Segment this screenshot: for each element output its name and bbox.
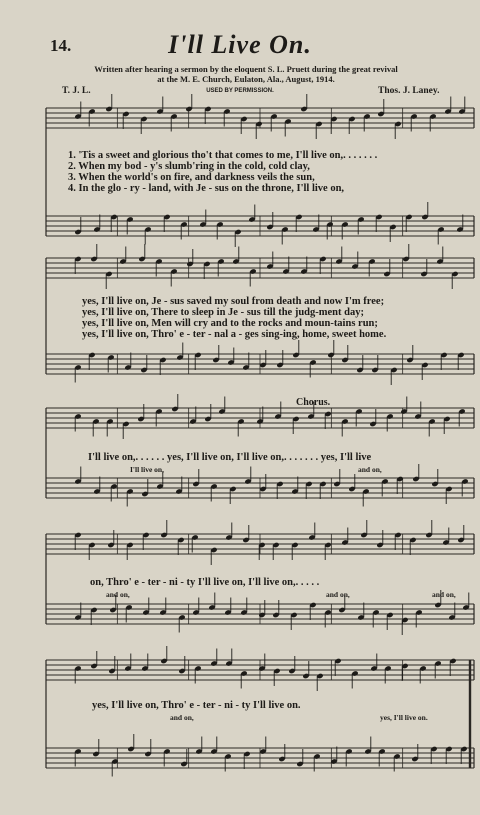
verse-2-line-1: 2. When my bod - y's slumb'ring in the cold, cold clay, <box>68 161 310 172</box>
chorus-line-3: yes, I'll live on, Thro' e - ter - ni - ty I'll live on. <box>92 700 301 711</box>
composer-credit: Thos. J. Laney. <box>378 86 440 96</box>
subtitle-line-1: Written after hearing a sermon by the eloquent S. L. Pruett during the great revival <box>94 64 398 74</box>
chorus-label: Chorus. <box>296 397 331 408</box>
hymn-title: I'll Live On. <box>168 30 312 59</box>
verse-3-line-1: 3. When the world's on fire, and darkness veils the sun, <box>68 172 315 183</box>
chorus-line-3-bass-a: and on, <box>170 713 194 722</box>
chorus-line-2-bass-b: and on, <box>326 590 350 599</box>
chorus-line-1-bass-a: I'll live on, <box>130 465 164 474</box>
chorus-line-2-bass-a: and on, <box>106 590 130 599</box>
verse-1-line-2: yes, I'll live on, Je - sus saved my soul from death and now I'm free; <box>82 296 385 307</box>
verse-4-line-2: yes, I'll live on, Thro' e - ter - nal a - ges sing-ing, home, sweet home. <box>82 329 387 340</box>
chorus-line-3-bass-b: yes, I'll live on. <box>380 713 428 722</box>
author-credit: T. J. L. <box>62 86 91 96</box>
subtitle-line-2: at the M. E. Church, Eulaton, Ala., August, 1914. <box>157 74 335 84</box>
hymn-number: 14. <box>50 36 72 55</box>
verse-4-line-1: 4. In the glo - ry - land, with Je - sus on the throne, I'll live on, <box>68 183 345 194</box>
verse-1-line-1: 1. 'Tis a sweet and glorious tho't that comes to me, I'll live on,. . . . . . . <box>68 150 378 161</box>
chorus-line-1-bass-b: and on, <box>358 465 382 474</box>
permission-note: USED BY PERMISSION. <box>206 88 274 94</box>
verse-3-line-2: yes, I'll live on, Men will cry and to the rocks and moun-tains run; <box>82 318 378 329</box>
verse-2-line-2: yes, I'll live on, There to sleep in Je - sus till the judg-ment day; <box>82 307 364 318</box>
chorus-line-2: on, Thro' e - ter - ni - ty I'll live on, I'll live on,. . . . . <box>90 577 320 588</box>
chorus-line-1: I'll live on,. . . . . . yes, I'll live on, I'll live on,. . . . . . . yes, I'll live <box>88 452 372 463</box>
chorus-line-2-bass-c: and on, <box>432 590 456 599</box>
